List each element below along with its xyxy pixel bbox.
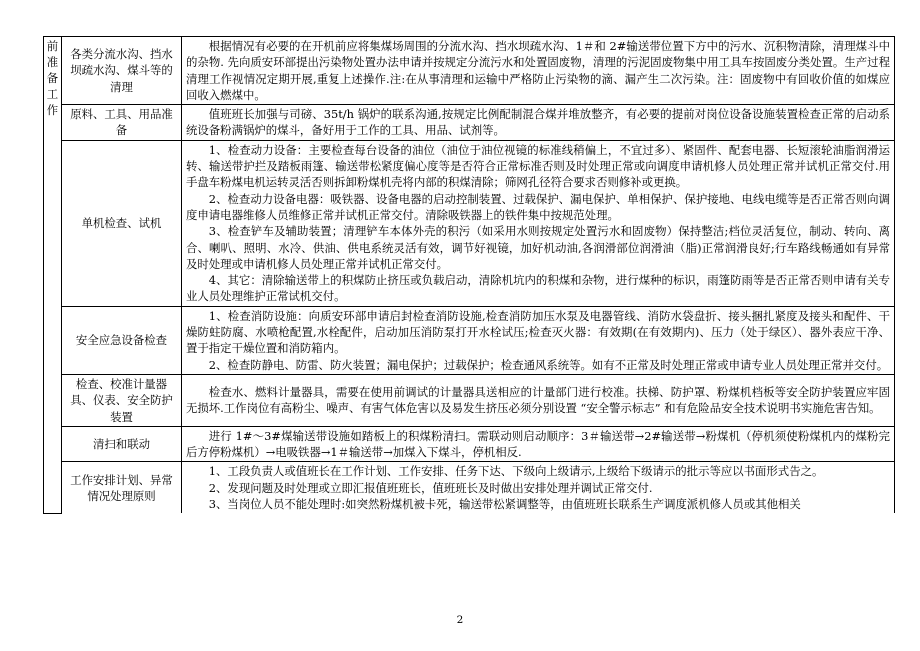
item-cell xyxy=(62,462,182,513)
content-paragraph: 3、当岗位人员不能处理时:如突然粉煤机被卡死，输送带松紧调整等，由值班班长联系生产调度派机修人员或其他相关 xyxy=(208,497,801,512)
content-cell xyxy=(182,306,895,374)
item-cell xyxy=(62,140,182,306)
phase-cell xyxy=(44,37,62,514)
table-row xyxy=(44,105,895,141)
table-row xyxy=(44,140,895,306)
content-paragraph: 进行 1#～3#煤输送带设施如踏板上的积煤粉清扫。需联动则启动顺序：3＃输送带→2#输送带→粉煤机（停机须使粉煤机内的煤粉完后方停粉煤机）→电吸铁器→1＃输送带→加煤入下煤斗，停机相反. xyxy=(186,428,890,460)
content-paragraph: 2、检查防静电、防雷、防火装置；漏电保护；过载保护；检查通风系统等。如有不正常及时处理正常或申请专业人员处理正常并交付。 xyxy=(208,357,889,372)
content-cell xyxy=(182,140,895,306)
table-row xyxy=(44,462,895,513)
content-cell xyxy=(182,374,895,426)
content-paragraph: 1、检查消防设施：向质安环部申请启封检查消防设施,检查消防加压水泵及电器管线、消防水袋盘折、接头捆扎紧度及接头和配件、干燥防蛀防腐、水喷枪配置,水栓配件，启动加压消防泵打开水栓试压;检查灭火器：有效期(在有效期内)、压力（处于绿区）、器外表应干净、置于指定干燥位置和消防箱内。 xyxy=(186,308,890,356)
item-label: 清扫和联动 xyxy=(93,436,150,451)
content-paragraph: 1、检查动力设备：主要检查每台设备的油位（油位于油位视镜的标准线稍偏上，不宜过多）、紧固件、配套电器、长短滚轮油脂润滑运转、输送带护拦及踏板雨篷、输送带松紧度偏心度等是否符合正常标准否则及时处理正常或向调度申请机修人员处理正常并试机正常交付.用手盘车粉煤电机运转灵活否则拆卸粉煤机壳将内部的积煤清除；筛网孔径符合要求否则修补或更换。 xyxy=(186,142,890,190)
item-cell xyxy=(62,306,182,374)
content-cell xyxy=(182,426,895,462)
item-label: 单机检查、试机 xyxy=(81,216,162,231)
content-paragraph: 2、发现问题及时处理或立即汇报值班班长，值班班长及时做出安排处理并调试正常交付. xyxy=(208,480,653,495)
content-paragraph: 2、检查动力设备电器：吸铁器、设备电器的启动控制装置、过载保护、漏电保护、单相保护、保护接地、电线电缆等是否正常否则向调度申请电器维修人员维修正常并试机正常交付。清除吸铁器上的铁件集中按规范处理。 xyxy=(186,191,890,222)
item-cell xyxy=(62,37,182,105)
item-cell xyxy=(62,105,182,141)
page-number: 2 xyxy=(456,614,464,626)
content-paragraph: 3、检查铲车及辅助装置；清理铲车本体外壳的积污（如采用水则按规定处置污水和固废物）保持整洁;档位灵活复位，制动、转向、离合、喇叭、照明、水冷、供油、供电系统灵活有效，调节好视镜，加好机动油,各润滑部位润滑油（脂)正常润滑良好;行车路线畅通如有异常及时处理或申请机修人员处理正常并试机正常交付。 xyxy=(186,224,890,271)
content-cell xyxy=(182,462,895,513)
table-row xyxy=(44,37,895,105)
procedure-table xyxy=(43,36,895,514)
content-cell xyxy=(182,105,895,141)
item-label: 安全应急设备检查 xyxy=(75,333,168,348)
phase-label: 前准备工作 xyxy=(46,39,59,117)
table-row xyxy=(44,426,895,462)
content-paragraph: 1、工段负责人或值班长在工作计划、工作安排、任务下达、下级向上级请示,上级给下级请示的批示等应以书面形式告之。 xyxy=(208,464,824,479)
item-label: 检查、校准计量器具、仪表、安全防护装置 xyxy=(70,376,173,424)
item-label: 各类分流水沟、挡水坝疏水沟、煤斗等的清理 xyxy=(70,47,173,94)
content-paragraph: 根据情况有必要的在开机前应将集煤场周围的分流水沟、挡水坝疏水沟、1＃和 2#输送带位置下方中的污水、沉积物清除，清理煤斗中的杂物. 先向质安环部提出污染物处置办法申请并按规定分流污水和处置固废物，清理的污泥固废物集中用工具车按固废分类处置。生产过程清理工作视情况定期开展,重复上述操作.注:在从事清理和运输中严格防止污染物的滴、漏产生二次污染。注：固废物中有回收价值的如煤应回收入燃煤中。 xyxy=(186,39,890,102)
item-cell xyxy=(62,374,182,426)
table-row xyxy=(44,374,895,426)
content-paragraph: 4、其它：清除输送带上的积煤防止挤压或负载启动，清除机坑内的积煤和杂物，进行煤种的标识，雨篷防雨等是否正常否则申请有关专业人员处理维护正常试机交付。 xyxy=(186,273,890,304)
content-paragraph: 值班班长加强与司磅、35t/h 锅炉的联系沟通,按规定比例配制混合煤并堆放整齐，有必要的提前对岗位设备设施装置检查正常的启动系统设备粉满锅炉的煤斗，备好用于工作的工具、用品、试剂等。 xyxy=(186,107,890,138)
item-cell xyxy=(62,426,182,462)
table-row xyxy=(44,306,895,374)
item-label: 原料、工具、用品准备 xyxy=(70,107,173,138)
item-label: 工作安排计划、异常情况处理原则 xyxy=(70,472,173,503)
content-cell xyxy=(182,37,895,105)
content-paragraph: 检查水、燃料计量器具，需要在使用前调试的计量器具送相应的计量部门进行校准。扶梯、防护罩、粉煤机档板等安全防护装置应牢固无损坏.工作岗位有高粉尘、噪声、有害气体危害以及易发生挤压必须分别设置 “安全警示标志” 和有危险品安全技术说明书实施危害告知。 xyxy=(186,385,890,416)
